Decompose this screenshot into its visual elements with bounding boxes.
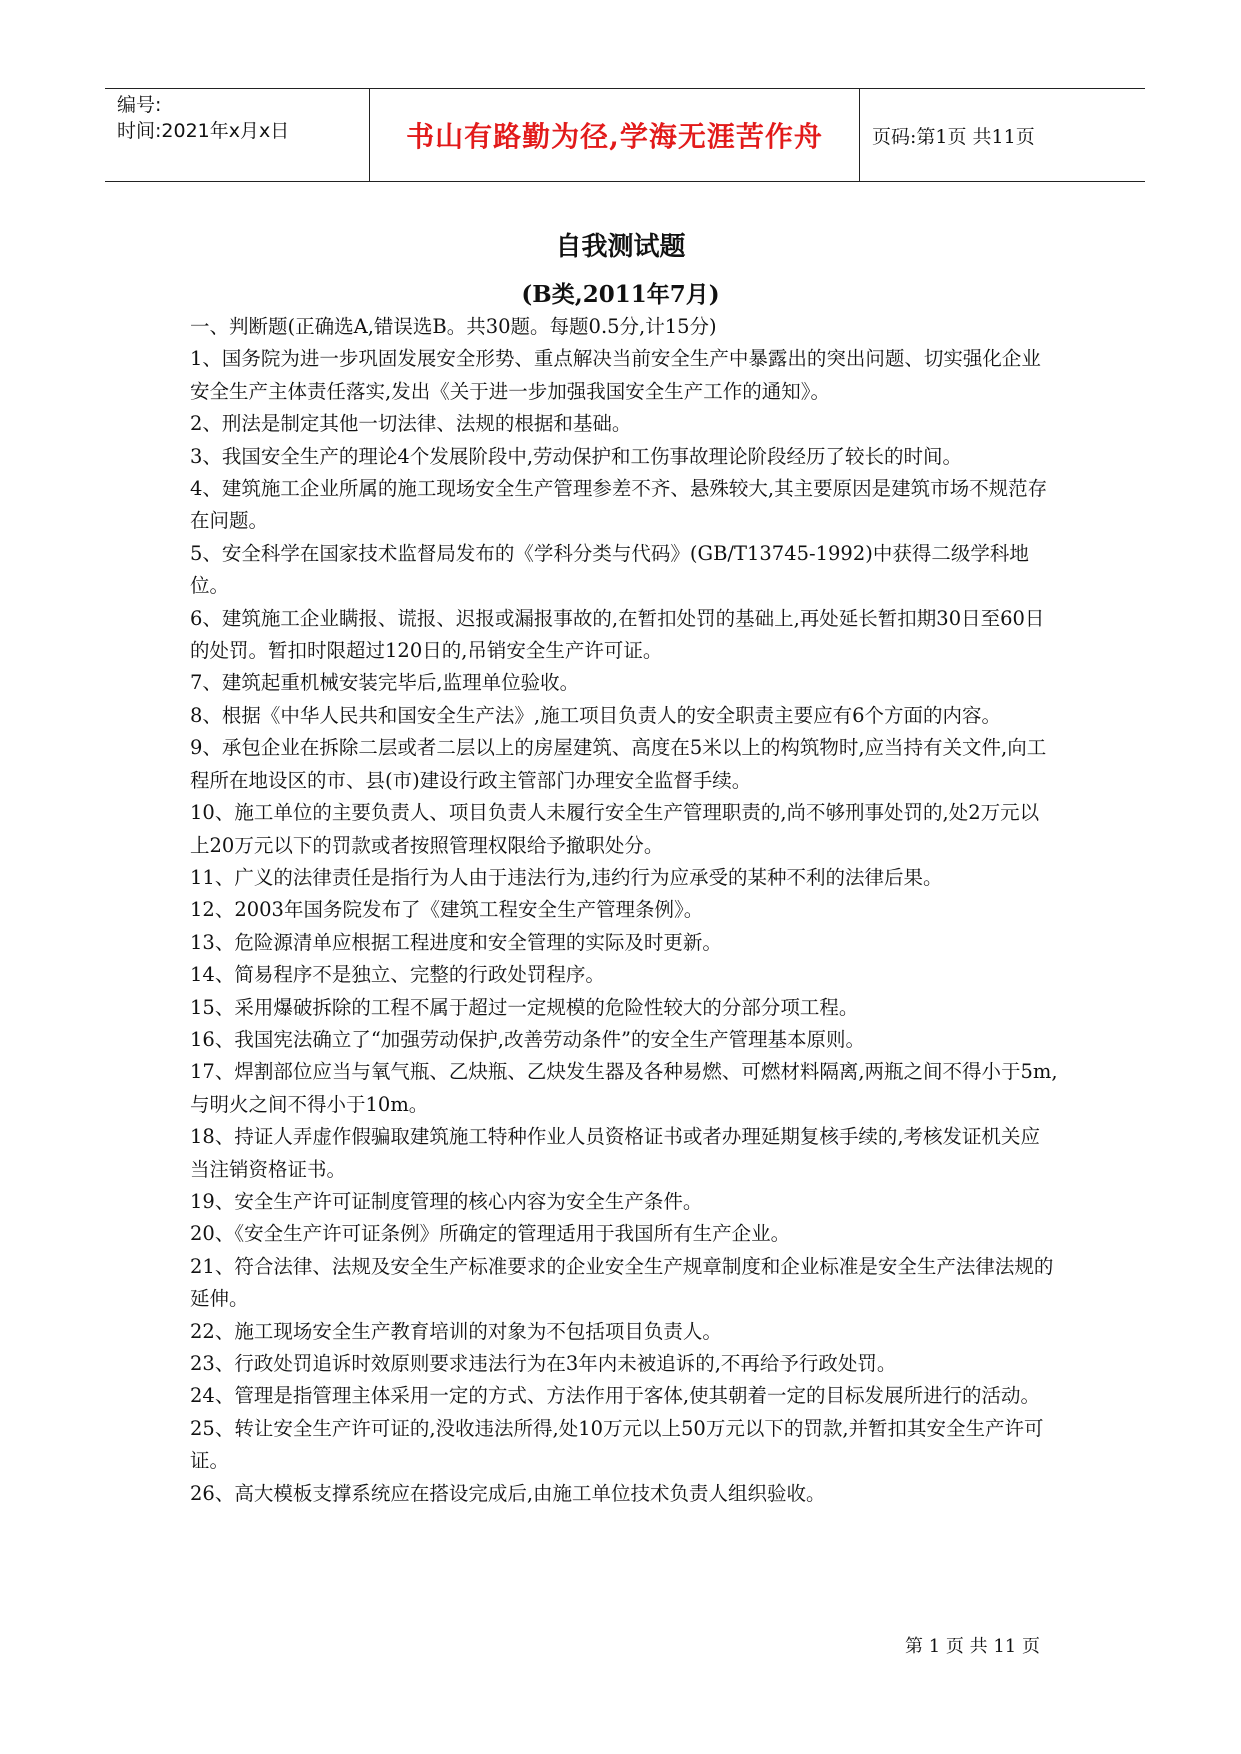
header-page-number: 页码:第1页 共11页 [872,125,1035,148]
page-header [105,88,1145,182]
question-item: 17、焊割部位应当与氧气瓶、乙炔瓶、乙炔发生器及各种易燃、可燃材料隔离,两瓶之间不得小于5m,与明火之间不得小于10m。 [190,1060,1058,1116]
question-item: 19、安全生产许可证制度管理的核心内容为安全生产条件。 [190,1189,703,1213]
question-list [190,311,1058,1510]
document-time-label: 时间:2021年x月x日 [117,120,290,142]
question-item: 20、《安全生产许可证条例》所确定的管理适用于我国所有生产企业。 [190,1222,791,1246]
question-item: 23、行政处罚追诉时效原则要求违法行为在3年内未被追诉的,不再给予行政处罚。 [190,1352,897,1375]
question-item: 22、施工现场安全生产教育培训的对象为不包括项目负责人。 [190,1319,722,1343]
question-item: 8、根据《中华人民共和国安全生产法》,施工项目负责人的安全职责主要应有6个方面的内容。 [190,703,1002,727]
question-item: 3、我国安全生产的理论4个发展阶段中,劳动保护和工伤事故理论阶段经历了较长的时间。 [190,444,963,468]
question-item: 14、简易程序不是独立、完整的行政处罚程序。 [190,963,605,987]
question-item: 12、2003年国务院发布了《建筑工程安全生产管理条例》。 [190,898,704,922]
question-item: 16、我国宪法确立了“加强劳动保护,改善劳动条件”的安全生产管理基本原则。 [190,1027,865,1051]
question-item: 5、安全科学在国家技术监督局发布的《学科分类与代码》(GB/T13745-1992)中获得二级学科地位。 [190,541,1029,598]
question-item: 24、管理是指管理主体采用一定的方式、方法作用于客体,使其朝着一定的目标发展所进行的活动。 [190,1384,1041,1408]
question-item: 11、广义的法律责任是指行为人由于违法行为,违约行为应承受的某种不利的法律后果。 [190,865,943,889]
header-motto: 书山有路勤为径,学海无涯苦作舟 [370,89,860,181]
question-item: 2、刑法是制定其他一切法律、法规的根据和基础。 [190,412,632,436]
question-item: 1、国务院为进一步巩固发展安全形势、重点解决当前安全生产中暴露出的突出问题、切实强化企业安全生产主体责任落实,发出《关于进一步加强我国安全生产工作的通知》。 [190,347,1041,403]
question-item: 10、施工单位的主要负责人、项目负责人未履行安全生产管理职责的,尚不够刑事处罚的,处2万元以上20万元以下的罚款或者按照管理权限给予撤职处分。 [190,801,1040,857]
question-item: 26、高大模板支撑系统应在搭设完成后,由施工单位技术负责人组织验收。 [190,1481,826,1505]
question-item: 21、符合法律、法规及安全生产标准要求的企业安全生产规章制度和企业标准是安全生产法律法规的延伸。 [190,1254,1054,1311]
question-item: 18、持证人弄虚作假骗取建筑施工特种作业人员资格证书或者办理延期复核手续的,考核发证机关应当注销资格证书。 [190,1125,1041,1181]
section-heading: 一、判断题(正确选A,错误选B。共30题。每题0.5分,计15分) [190,315,717,338]
question-item: 25、转让安全生产许可证的,没收违法所得,处10万元以上50万元以下的罚款,并暂扣其安全生产许可证。 [190,1416,1044,1473]
question-item: 15、采用爆破拆除的工程不属于超过一定规模的危险性较大的分部分项工程。 [190,995,859,1019]
header-meta [105,89,370,181]
question-item: 13、危险源清单应根据工程进度和安全管理的实际及时更新。 [190,930,722,954]
question-item: 6、建筑施工企业瞒报、谎报、迟报或漏报事故的,在暂扣处罚的基础上,再处延长暂扣期30日至60日的处罚。暂扣时限超过120日的,吊销安全生产许可证。 [190,606,1045,663]
question-item: 4、建筑施工企业所属的施工现场安全生产管理参差不齐、悬殊较大,其主要原因是建筑市场不规范存在问题。 [190,477,1048,533]
document-number-label: 编号: [117,94,162,116]
page-title: 自我测试题 [555,232,686,262]
page-footer: 第 1 页 共 11 页 [905,1636,1040,1657]
page-subtitle: (B类,2011年7月) [521,281,720,308]
question-item: 9、承包企业在拆除二层或者二层以上的房屋建筑、高度在5米以上的构筑物时,应当持有关文件,向工程所在地设区的市、县(市)建设行政主管部门办理安全监督手续。 [190,736,1047,792]
question-item: 7、建筑起重机械安装完毕后,监理单位验收。 [190,671,580,695]
